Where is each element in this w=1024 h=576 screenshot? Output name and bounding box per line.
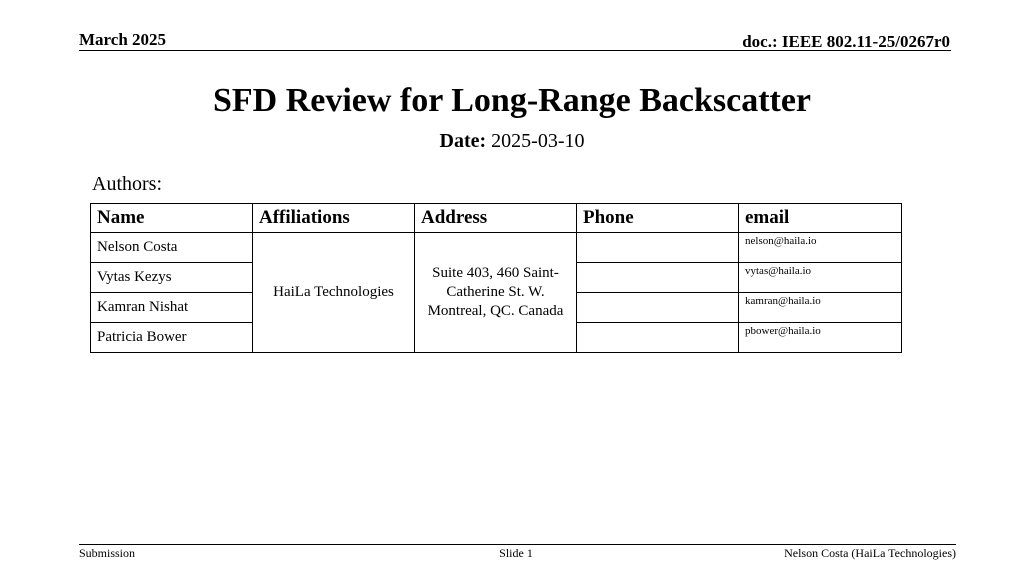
date-value: 2025-03-10: [491, 130, 585, 152]
column-header-address: Address: [415, 204, 577, 233]
authors-table: [90, 203, 902, 353]
footer-slide-number: Slide 1: [499, 546, 533, 560]
author-phone: [577, 263, 739, 293]
author-name: Patricia Bower: [91, 323, 253, 353]
header-date: March 2025: [79, 30, 167, 49]
column-header-phone: Phone: [577, 204, 739, 233]
column-header-email: email: [739, 204, 902, 233]
author-email: nelson@haila.io: [739, 233, 902, 263]
author-email: kamran@haila.io: [739, 293, 902, 323]
footer-submission: Submission: [79, 546, 136, 560]
column-header-affiliations: Affiliations: [253, 204, 415, 233]
author-address: Suite 403, 460 Saint-Catherine St. W. Montreal, QC. Canada: [415, 233, 577, 353]
slide-title: SFD Review for Long-Range Backscatter: [212, 82, 812, 119]
table-header-row: [91, 204, 902, 233]
author-name: Vytas Kezys: [91, 263, 253, 293]
header-divider: [79, 50, 951, 51]
header-doc-id: doc.: IEEE 802.11-25/0267r0: [742, 32, 950, 51]
authors-label: Authors:: [92, 173, 162, 195]
table-row: [91, 233, 902, 263]
footer-presenter: Nelson Costa (HaiLa Technologies): [784, 546, 956, 560]
date-line: [0, 130, 1024, 153]
author-phone: [577, 233, 739, 263]
author-affiliation: HaiLa Technologies: [253, 233, 415, 353]
author-phone: [577, 323, 739, 353]
author-name: Kamran Nishat: [91, 293, 253, 323]
author-email: vytas@haila.io: [739, 263, 902, 293]
author-email: pbower@haila.io: [739, 323, 902, 353]
date-label: Date:: [439, 130, 487, 152]
author-name: Nelson Costa: [91, 233, 253, 263]
author-phone: [577, 293, 739, 323]
footer-divider: [79, 544, 956, 545]
column-header-name: Name: [91, 204, 253, 233]
